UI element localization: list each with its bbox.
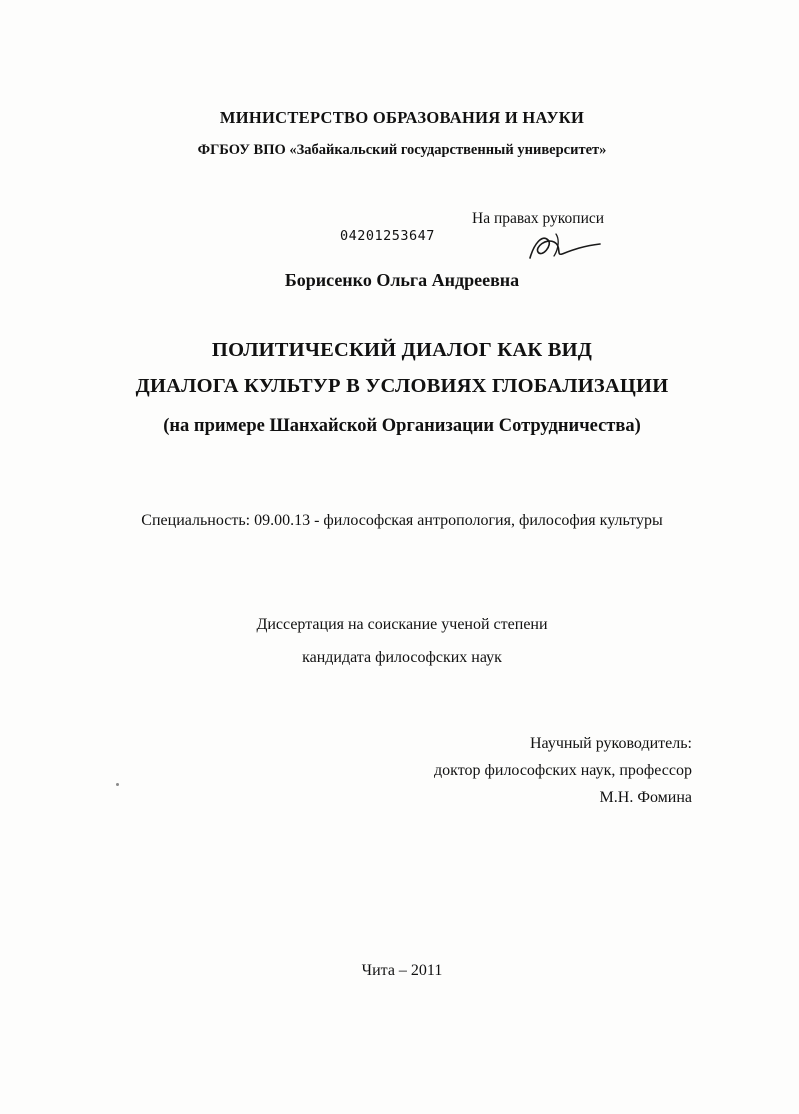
university-heading: ФГБОУ ВПО «Забайкальский государственный университет» [197, 142, 607, 158]
handwritten-signature-icon [512, 228, 642, 268]
title-page-content [112, 0, 692, 1114]
advisor-name: М.Н. Фомина [599, 789, 692, 806]
advisor-title: доктор философских наук, профессор [434, 762, 692, 779]
city-year: Чита – 2011 [361, 962, 443, 979]
advisor-block [272, 730, 692, 811]
margin-mark [116, 783, 119, 786]
ministry-heading: МИНИСТЕРСТВО ОБРАЗОВАНИЯ И НАУКИ [219, 108, 585, 127]
degree-line-2: кандидата философских наук [302, 649, 502, 666]
manuscript-rights-note: На правах рукописи [472, 210, 605, 227]
degree-line-1: Диссертация на соискание ученой степени [256, 616, 548, 633]
title-line-1: ПОЛИТИЧЕСКИЙ ДИАЛОГ КАК ВИД [211, 339, 593, 361]
author-name: Борисенко Ольга Андреевна [284, 270, 520, 290]
degree-block [112, 608, 692, 674]
advisor-label: Научный руководитель: [529, 735, 692, 752]
udk-number: 04201253647 [340, 228, 435, 244]
speciality-line: Специальность: 09.00.13 - философская антропология, философия культуры [141, 512, 663, 529]
title-line-2: ДИАЛОГА КУЛЬТУР В УСЛОВИЯХ ГЛОБАЛИЗАЦИИ [135, 375, 669, 397]
title-subtitle: (на примере Шанхайской Организации Сотрудничества) [163, 416, 641, 436]
dissertation-title [112, 332, 692, 444]
